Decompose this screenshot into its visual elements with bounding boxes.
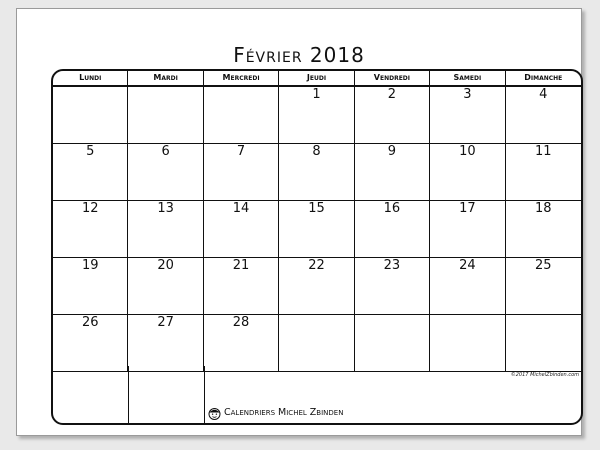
notes-area: [205, 366, 581, 423]
copyright-text: ©2017 MichelZbinden.com: [510, 372, 579, 378]
day-cell: [128, 87, 203, 143]
day-cell: 13: [128, 201, 203, 257]
day-cell: 3: [430, 87, 505, 143]
notes-cell: [53, 366, 129, 423]
day-cell: 10: [430, 144, 505, 200]
day-cell: 25: [535, 258, 552, 273]
day-cell: 26: [53, 315, 128, 371]
weekday-label: Samedi: [430, 71, 505, 85]
week-row: [53, 87, 581, 144]
brand-credit: [208, 405, 343, 421]
weekday-label: Dimanche: [524, 73, 563, 82]
day-cell: 4: [539, 87, 548, 102]
week-row: [53, 201, 581, 258]
calendar-grid: [51, 69, 583, 425]
day-cell: 8: [279, 144, 354, 200]
weekday-label: Vendredi: [355, 71, 430, 85]
weekday-label: Jeudi: [279, 71, 354, 85]
day-cell: 1: [279, 87, 354, 143]
day-cell: 15: [279, 201, 354, 257]
face-icon: [208, 407, 221, 420]
day-cell: 18: [535, 201, 552, 216]
notes-row: [53, 366, 581, 423]
notes-cell: [129, 366, 205, 423]
day-cell: [506, 315, 581, 371]
day-cell: 24: [430, 258, 505, 314]
page-title: Février 2018: [233, 43, 365, 67]
brand-text: Calendriers Michel Zbinden: [224, 407, 344, 418]
week-row: [53, 144, 581, 201]
day-cell: 9: [355, 144, 430, 200]
day-cell: 7: [204, 144, 279, 200]
day-cell: 19: [53, 258, 128, 314]
weekday-header: [53, 71, 581, 87]
day-cell: 5: [53, 144, 128, 200]
day-cell: 17: [430, 201, 505, 257]
day-cell: 14: [204, 201, 279, 257]
day-cell: [53, 87, 128, 143]
day-cell: 11: [535, 144, 552, 159]
day-cell: [430, 315, 505, 371]
day-cell: 2: [355, 87, 430, 143]
day-cell: 23: [355, 258, 430, 314]
day-cell: 16: [355, 201, 430, 257]
day-grid: [53, 87, 581, 423]
weekday-label: Mercredi: [204, 71, 279, 85]
day-cell: [355, 315, 430, 371]
weekday-label: Lundi: [53, 71, 128, 85]
day-cell: 6: [128, 144, 203, 200]
week-row: [53, 258, 581, 315]
day-cell: [204, 87, 279, 143]
day-cell: 27: [128, 315, 203, 371]
week-row: [53, 315, 581, 372]
day-cell: 22: [279, 258, 354, 314]
day-cell: 20: [128, 258, 203, 314]
day-cell: [279, 315, 354, 371]
weekday-label: Mardi: [128, 71, 203, 85]
day-cell: 28: [204, 315, 279, 371]
day-cell: 21: [204, 258, 279, 314]
day-cell: 12: [53, 201, 128, 257]
calendar-sheet: [16, 8, 582, 436]
